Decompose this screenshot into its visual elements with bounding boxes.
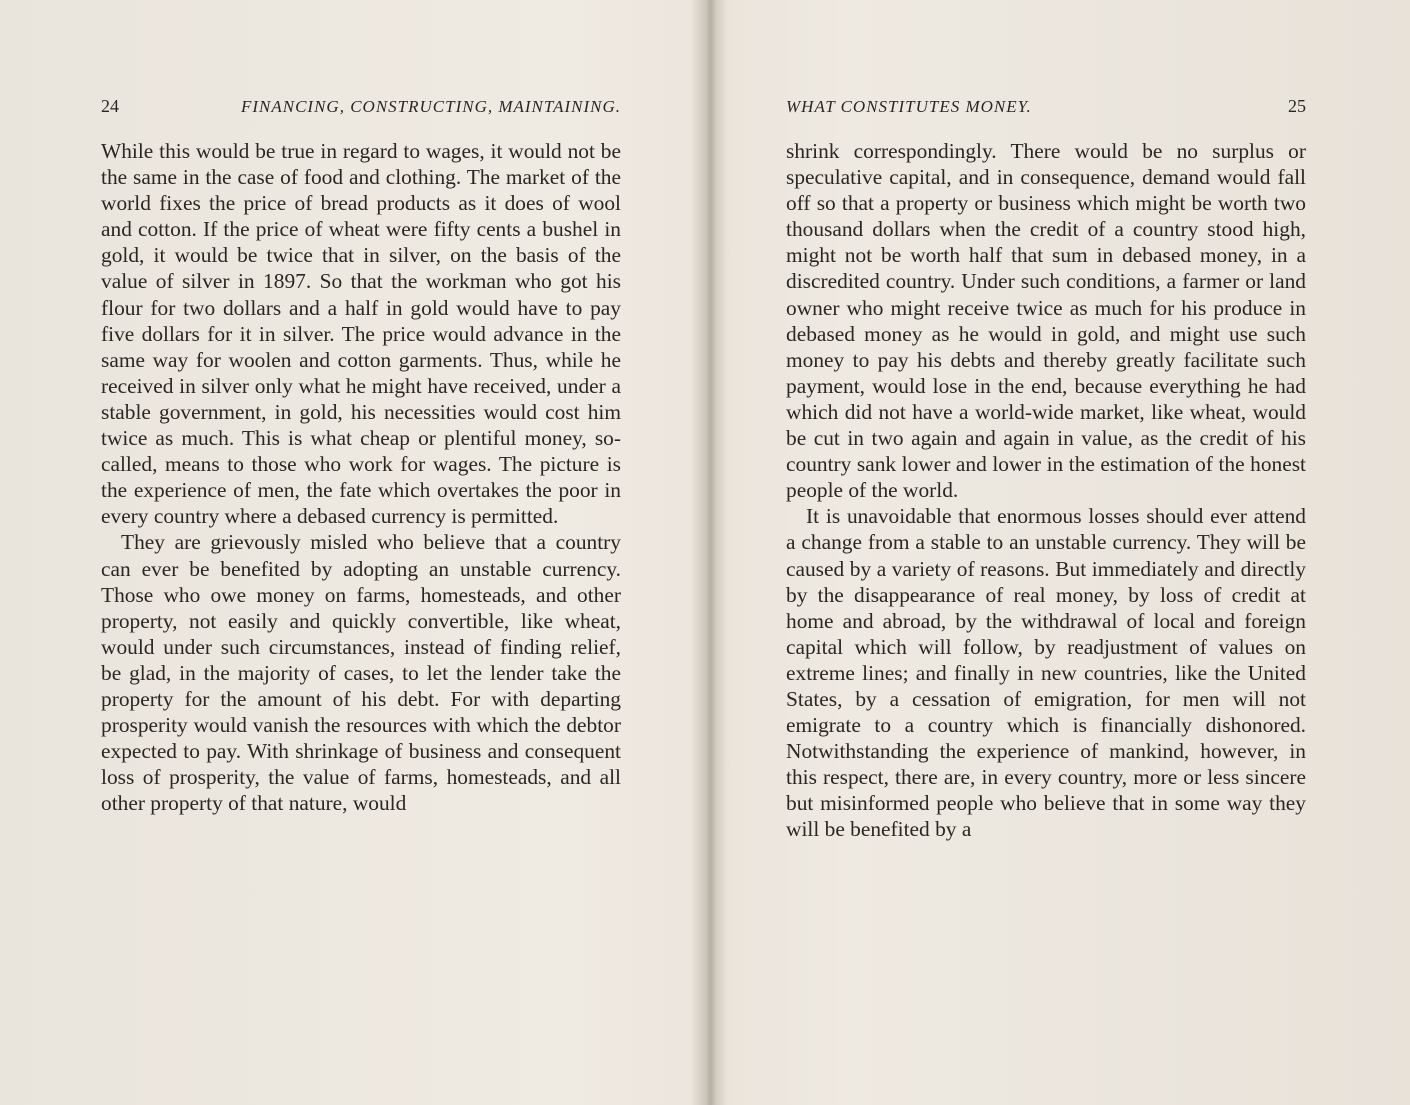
left-page (101, 96, 621, 816)
right-running-head (786, 96, 1306, 126)
right-body-text (786, 138, 1306, 843)
left-paragraph-1: While this would be true in regard to wages, it would not be the same in the case of food and clothing. The market of the world fixes the price of bread products as it does of wool and cotton. If the price of wheat were fifty cents a bushel in gold, it would be twice that in silver, on the basis of the value of silver in 1897. So that the workman who got his flour for two dollars and a half in gold would have to pay five dollars for it in silver. The price would advance in the same way for woolen and cotton garments. Thus, while he received in silver only what he might have received, under a stable government, in gold, his necessities would cost him twice as much. This is what cheap or plentiful money, so-called, means to those who work for wages. The picture is the experience of men, the fate which overtakes the poor in every country where a debased currency is permitted. (101, 139, 621, 529)
right-paragraph-2: It is unavoidable that enormous losses should ever attend a change from a stable to an unstable currency. They will be caused by a variety of reasons. But immediately and directly by the disappearance of real money, by loss of credit at home and abroad, by the withdrawal of local and foreign capital which will follow, by readjustment of values on extreme lines; and finally in new countries, like the United States, by a cessation of emigration, for men will not emigrate to a country which is financially dishonored. Notwithstanding the experience of mankind, however, in this respect, there are, in every country, more or less sincere but misinformed people who believe that in some way they will be benefited by a (786, 504, 1306, 842)
left-running-title: FINANCING, CONSTRUCTING, MAINTAINING. (240, 97, 621, 116)
right-page-number: 25 (1288, 96, 1306, 116)
left-paragraph-2: They are grievously misled who believe that a country can ever be benefited by adopting an unstable currency. Those who owe money on farms, homesteads, and other property, not easily and quickly convertible, like wheat, would under such circumstances, instead of finding relief, be glad, in the majority of cases, to let the lender take the property for the amount of his debt. For with departing prosperity would vanish the resources with which the debtor expected to pay. With shrinkage of business and consequent loss of prosperity, the value of farms, homesteads, and all other property of that nature, would (101, 530, 621, 816)
right-running-title: WHAT CONSTITUTES MONEY. (786, 97, 1032, 116)
right-page (786, 96, 1306, 843)
left-running-head (101, 96, 621, 126)
left-body-text (101, 138, 621, 816)
book-gutter (690, 0, 730, 1105)
left-page-number: 24 (101, 96, 119, 116)
right-paragraph-1: shrink correspondingly. There would be no surplus or speculative capital, and in consequence, demand would fall off so that a property or business which might be worth two thousand dollars when the credit of a country stood high, might not be worth half that sum in debased money, in a discredited country. Under such conditions, a farmer or land owner who might receive twice as much for his produce in debased money as he would in gold, and might use such money to pay his debts and thereby greatly facilitate such payment, would lose in the end, because everything he had which did not have a world-wide market, like wheat, would be cut in two again and again in value, as the credit of his country sank lower and lower in the estimation of the honest people of the world. (786, 139, 1306, 503)
